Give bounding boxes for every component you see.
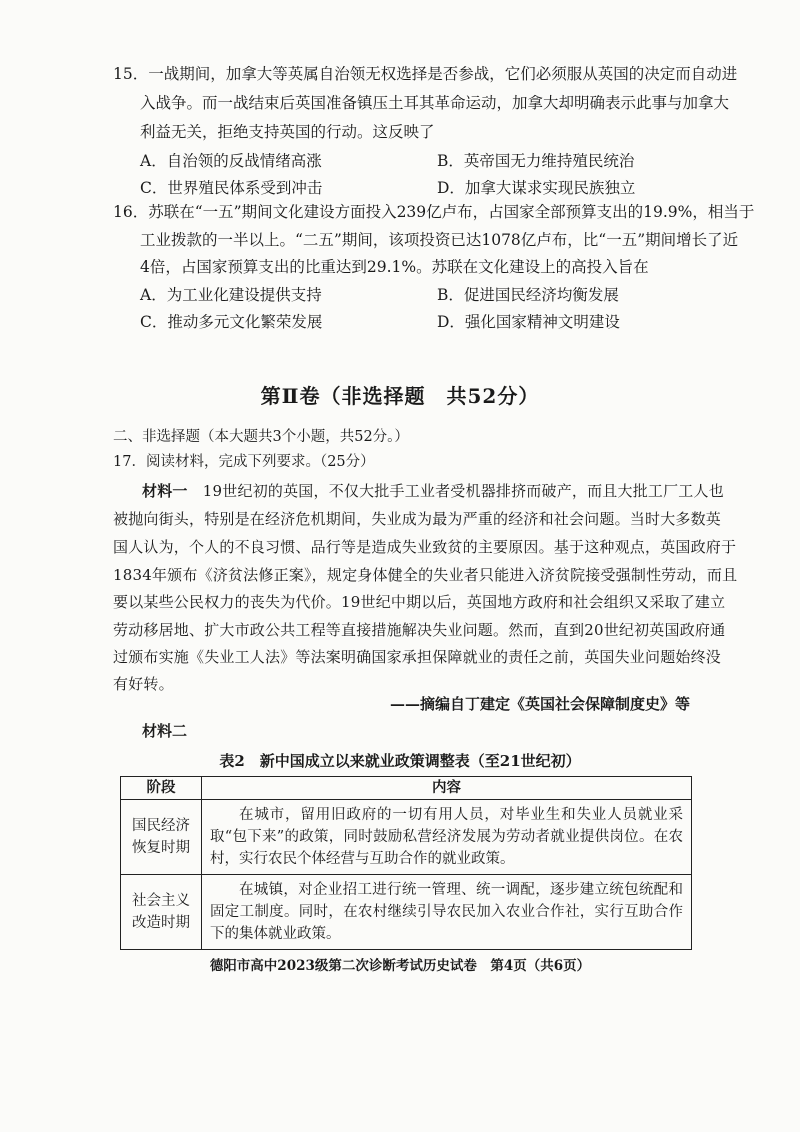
- material-1-line-8: 有好转。: [113, 675, 174, 693]
- q16-option-a: A．为工业化建设提供支持: [140, 286, 322, 304]
- q15-option-b: B．英帝国无力维持殖民统治: [437, 152, 635, 170]
- stage-cell: 国民经济恢复时期: [121, 800, 202, 875]
- q15-option-a: A．自治领的反战情绪高涨: [140, 152, 322, 170]
- q16-stem-line-3: 4倍，占国家预算支出的比重达到29.1%。苏联在文化建设上的高投入旨在: [140, 258, 649, 276]
- material-1-line-6: 劳动移居地、扩大市政公共工程等直接措施解决失业问题。然而，直到20世纪初英国政府通: [113, 621, 726, 639]
- material-1-line-2: 被抛向街头，特别是在经济危机期间，失业成为最为严重的经济和社会问题。当时大多数英: [113, 510, 722, 528]
- q15-option-c: C．世界殖民体系受到冲击: [140, 179, 323, 197]
- employment-policy-table: [120, 776, 692, 950]
- q16-stem-line-1: 16．苏联在“一五”期间文化建设方面投入239亿卢布，占国家全部预算支出的19.9%，相当于: [113, 203, 755, 221]
- table-caption: 表2 新中国成立以来就业政策调整表（至21世纪初）: [219, 752, 581, 770]
- material-1-line-3: 国人认为，个人的不良习惯、品行等是造成失业致贫的主要原因。基于这种观点，英国政府于: [113, 538, 737, 556]
- stage-cell: 社会主义改造时期: [121, 875, 202, 950]
- q16-option-c: C．推动多元文化繁荣发展: [140, 313, 323, 331]
- table-header-row: [121, 777, 692, 800]
- material-1-line-5: 要以某些公民权力的丧失为代价。19世纪中期以后，英国地方政府和社会组织又采取了建立: [113, 593, 726, 611]
- q16-option-d: D．强化国家精神文明建设: [437, 313, 620, 331]
- section-2-title: 第Ⅱ卷（非选择题 共52分）: [260, 384, 540, 408]
- q16-option-b: B．促进国民经济均衡发展: [437, 286, 619, 304]
- table-row: [121, 875, 692, 950]
- q15-stem-line-2: 入战争。而一战结束后英国准备镇压土耳其革命运动，加拿大却明确表示此事与加拿大: [140, 94, 730, 112]
- page-footer: 德阳市高中2023级第二次诊断考试历史试卷 第4页（共6页）: [209, 958, 591, 974]
- material-1-source: ——摘编自丁建定《英国社会保障制度史》等: [389, 695, 690, 713]
- q15-stem-line-3: 利益无关，拒绝支持英国的行动。这反映了: [140, 123, 435, 141]
- q15-option-d: D．加拿大谋求实现民族独立: [437, 179, 636, 197]
- table-row: [121, 800, 692, 875]
- header-stage: 阶段: [121, 777, 202, 800]
- header-content: 内容: [202, 777, 692, 800]
- material-1-line-7: 过颁布实施《失业工人法》等法案明确国家承担保障就业的责任之前，英国失业问题始终没: [113, 648, 722, 666]
- content-cell: 在城市，留用旧政府的一切有用人员，对毕业生和失业人员就业采取“包下来”的政策，同时鼓励私营经济发展为劳动者就业提供岗位。在农村，实行农民个体经营与互助合作的就业政策。: [202, 800, 692, 875]
- content-cell: 在城镇，对企业招工进行统一管理、统一调配，逐步建立统包统配和固定工制度。同时，在农村继续引导农民加入农业合作社，实行互助合作下的集体就业政策。: [202, 875, 692, 950]
- material-1-line-4: 1834年颁布《济贫法修正案》，规定身体健全的失业者只能进入济贫院接受强制性劳动，而且: [113, 566, 738, 584]
- q16-stem-line-2: 工业拨款的一半以上。“二五”期间，该项投资已达1078亿卢布，比“一五”期间增长了近: [140, 231, 739, 249]
- section-2-heading: 二、非选择题（本大题共3个小题，共52分。）: [113, 429, 409, 445]
- q15-stem-line-1: 15．一战期间，加拿大等英属自治领无权选择是否参战，它们必须服从英国的决定而自动进: [113, 65, 738, 83]
- material-2-label: 材料二: [142, 722, 188, 740]
- material-1-label: 材料一: [142, 482, 188, 500]
- q17-prompt: 17．阅读材料，完成下列要求。（25分）: [113, 454, 375, 470]
- material-1-line-1: 材料一 19世纪初的英国，不仅大批手工业者受机器排挤而破产，而且大批工厂工人也: [142, 482, 724, 500]
